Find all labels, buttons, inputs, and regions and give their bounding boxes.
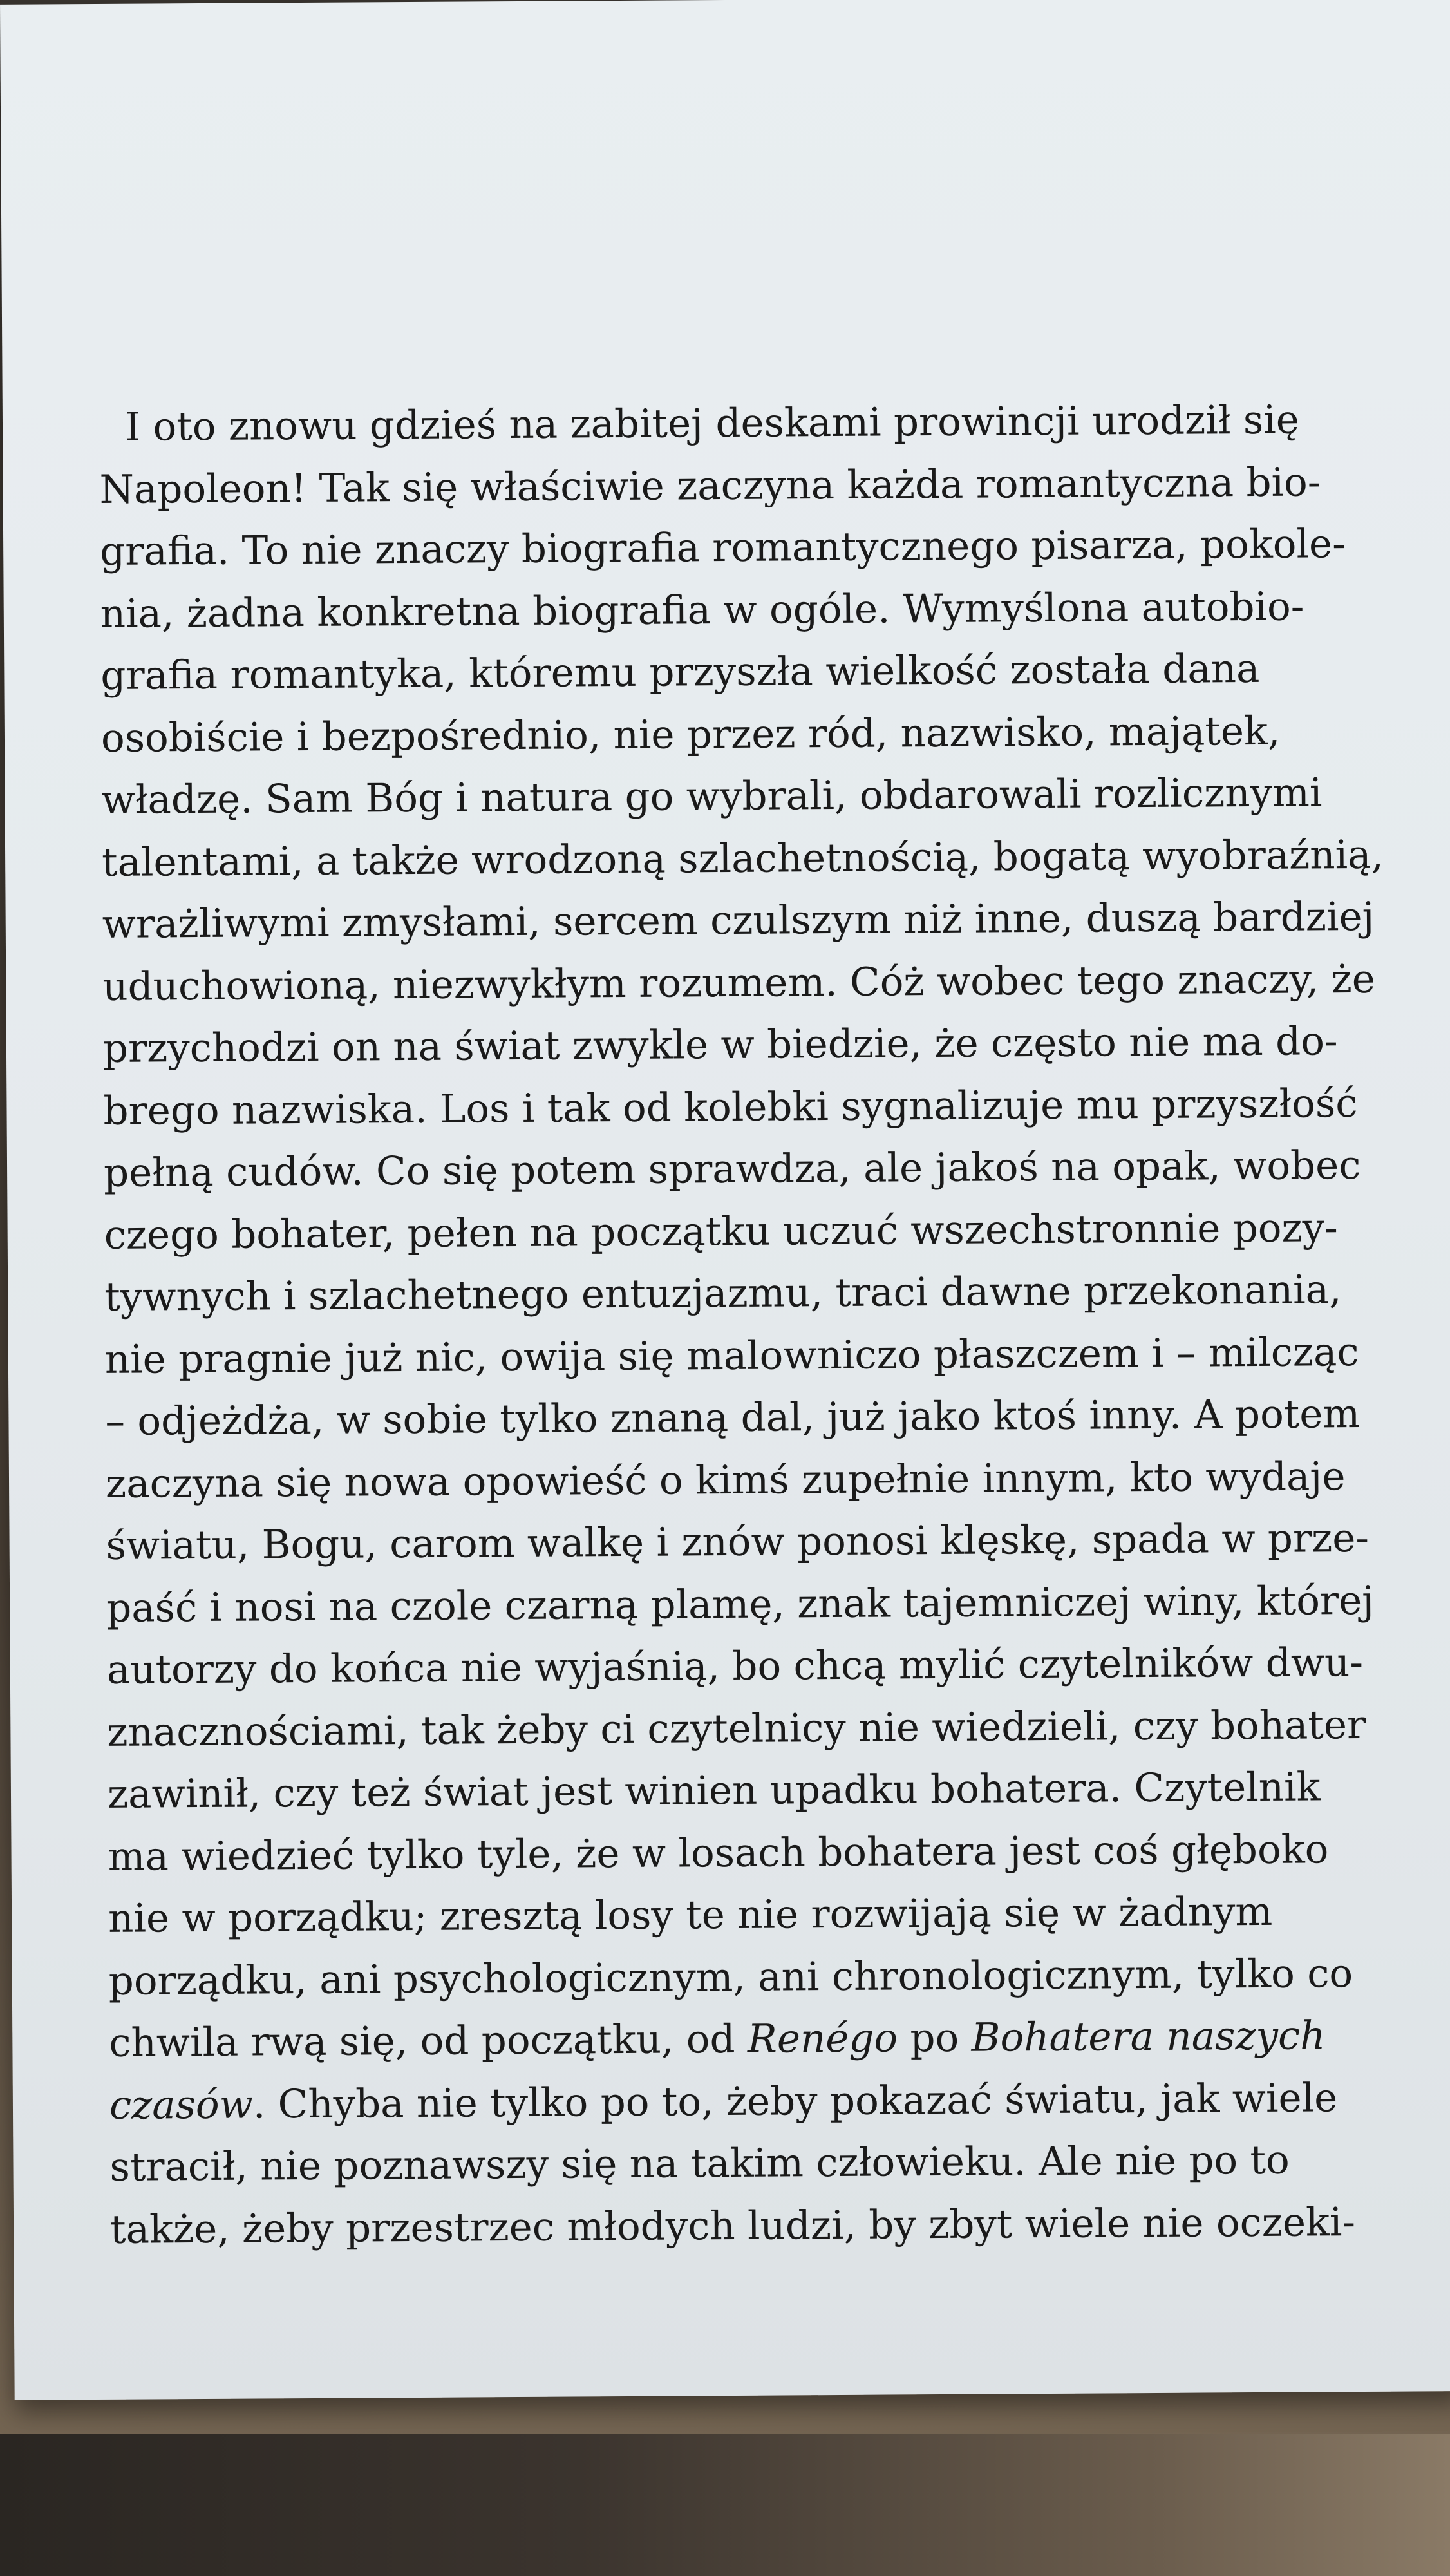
text-line: czego bohater, pełen na początku uczuć wszechstronnie pozy- — [104, 1204, 1338, 1258]
text-run: chwila rwą się, od początku, od — [109, 2016, 748, 2066]
text-line: paść i nosi na czole czarną plamę, znak tajemniczej winy, której — [106, 1577, 1375, 1631]
text-line: – odjeżdża, w sobie tylko znaną dal, już jako ktoś inny. A potem — [105, 1391, 1361, 1444]
text-line: wrażliwymi zmysłami, sercem czulszym niż inne, duszą bardziej — [102, 893, 1375, 947]
text-line: grafia romantyka, któremu przyszła wielkość została dana — [100, 645, 1260, 699]
italic-title-rene: Renégo — [747, 2015, 898, 2062]
text-line — [109, 2005, 1326, 2074]
text-line: zawinił, czy też świat jest winien upadku bohatera. Czytelnik — [107, 1764, 1321, 1817]
text-line: przychodzi on na świat zwykle w biedzie, że często nie ma do- — [102, 1018, 1338, 1072]
text-line: znacznościami, tak żeby ci czytelnicy nie wiedzieli, czy bohater — [107, 1701, 1366, 1756]
text-line: uduchowioną, niezwykłym rozumem. Cóż wobec tego znaczy, że — [102, 956, 1376, 1010]
text-line: nie pragnie już nic, owija się malowniczo płaszczem i – milcząc — [104, 1329, 1359, 1383]
text-line — [109, 2067, 1338, 2136]
text-run: po — [897, 2014, 972, 2061]
text-line: także, żeby przestrzec młodych ludzi, by zbyt wiele nie oczeki- — [109, 2199, 1356, 2253]
italic-title-czasow: czasów — [109, 2081, 254, 2128]
text-line: zaczyna się nowa opowieść o kimś zupełnie innym, kto wydaje — [105, 1453, 1346, 1507]
text-line: światu, Bogu, carom walkę i znów ponosi klęskę, spada w prze- — [106, 1515, 1370, 1569]
text-line: pełną cudów. Co się potem sprawdza, ale jakoś na opak, wobec — [103, 1142, 1361, 1196]
text-line: autorzy do końca nie wyjaśnią, bo chcą mylić czytelników dwu- — [106, 1639, 1364, 1693]
text-line: osobiście i bezpośrednio, nie przez ród, nazwisko, majątek, — [100, 708, 1281, 761]
text-line: nie w porządku; zresztą losy te nie rozwijają się w żadnym — [108, 1888, 1273, 1942]
text-line: brego nazwiska. Los i tak od kolebki sygnalizuje mu przyszłość — [103, 1080, 1358, 1134]
text-line: grafia. To nie znaczy biografia romantycznego pisarza, pokole- — [99, 521, 1346, 574]
text-line: Napoleon! Tak się właściwie zaczyna każda romantyczna bio- — [99, 459, 1321, 513]
text-line: talentami, a także wrodzoną szlachetnością, bogatą wyobraźnią, — [101, 831, 1384, 886]
text-line: nia, żadna konkretna biografia w ogóle. Wymyślona autobio- — [100, 583, 1304, 637]
text-line: stracił, nie poznawszy się na takim człowieku. Ale nie po to — [109, 2137, 1290, 2190]
text-line: tywnych i szlachetnego entuzjazmu, traci dawne przekonania, — [104, 1267, 1342, 1320]
body-text — [99, 390, 1384, 2261]
text-run: . Chyba nie tylko po to, żeby pokazać światu, jak wiele — [252, 2074, 1338, 2128]
text-line: władzę. Sam Bóg i natura go wybrali, obdarowali rozlicznymi — [101, 770, 1323, 823]
desk-edge — [0, 2434, 1450, 2576]
italic-title-bohater: Bohatera naszych — [971, 2012, 1326, 2061]
text-line: ma wiedzieć tylko tyle, że w losach bohatera jest coś głęboko — [108, 1826, 1329, 1880]
text-line: I oto znowu gdzieś na zabitej deskami prowincji urodził się — [124, 397, 1300, 450]
text-line: porządku, ani psychologicznym, ani chronologicznym, tylko co — [108, 1950, 1353, 2004]
